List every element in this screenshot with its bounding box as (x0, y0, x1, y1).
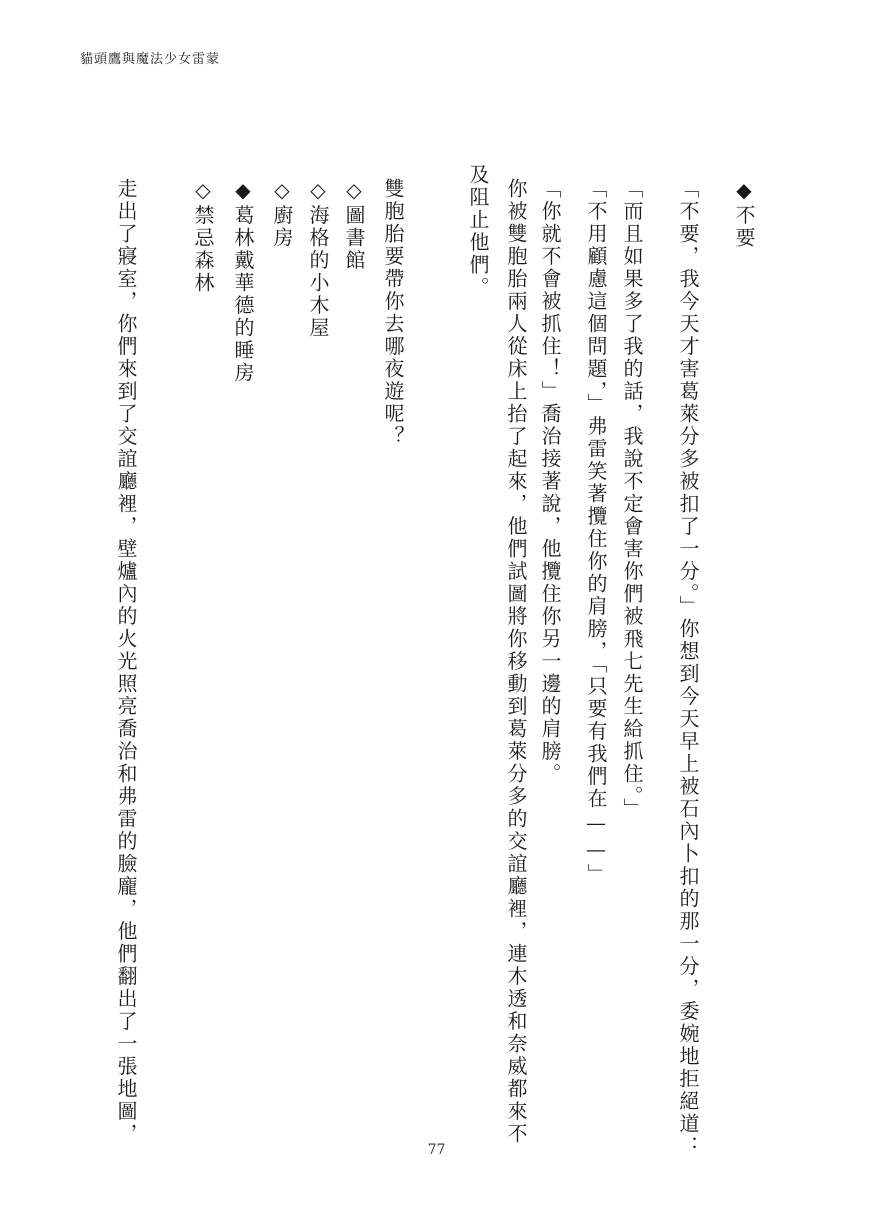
choice-heading-no: ◆不要 (732, 178, 756, 250)
option-grindelwald-bedroom: ◆葛林戴華德的睡房 (231, 178, 255, 385)
running-header-book-title: 貓頭鷹與魔法少女雷蒙 (80, 52, 221, 67)
option-forbidden-forest: ◇禁忌森林 (191, 178, 215, 295)
paragraph-common-room: 走出了寢室，你們來到了交誼廳裡，壁爐內的火光照亮喬治和弗雷的臉龐，他們翻出了一張地圖， (114, 178, 138, 1146)
option-hagrid-hut: ◇海格的小木屋 (306, 178, 330, 340)
paragraph-george: 「你就不會被抓住！」喬治接著說，他攬住你另一邊的肩膀。 (538, 178, 562, 786)
paragraph-fred: 「不用顧慮這個問題，」弗雷笑著攬住你的肩膀，「只要有我們在——」 (584, 178, 608, 886)
page-number: 77 (427, 1142, 446, 1158)
question-where: 雙胞胎要帶你去哪夜遊呢？ (381, 178, 405, 448)
option-library: ◇圖書館 (342, 178, 366, 272)
option-kitchen: ◇廚房 (270, 178, 294, 250)
paragraph-refusal: 「不要，我今天才害葛萊分多被扣了一分。」你想到今天早上被石內卜扣的那一分，委婉地拒絕道： (676, 178, 700, 1158)
paragraph-filch: 「而且如果多了我的話，我說不定會害你們被飛七先生給抓住。」 (620, 178, 644, 821)
paragraph-lifted: 你被雙胞胎兩人從床上抬了起來，他們試圖將你移動到葛萊分多的交誼廳裡，連木透和奈威都來不 (504, 178, 528, 1146)
paragraph-lifted-continued: 及阻止他們。 (466, 164, 490, 299)
